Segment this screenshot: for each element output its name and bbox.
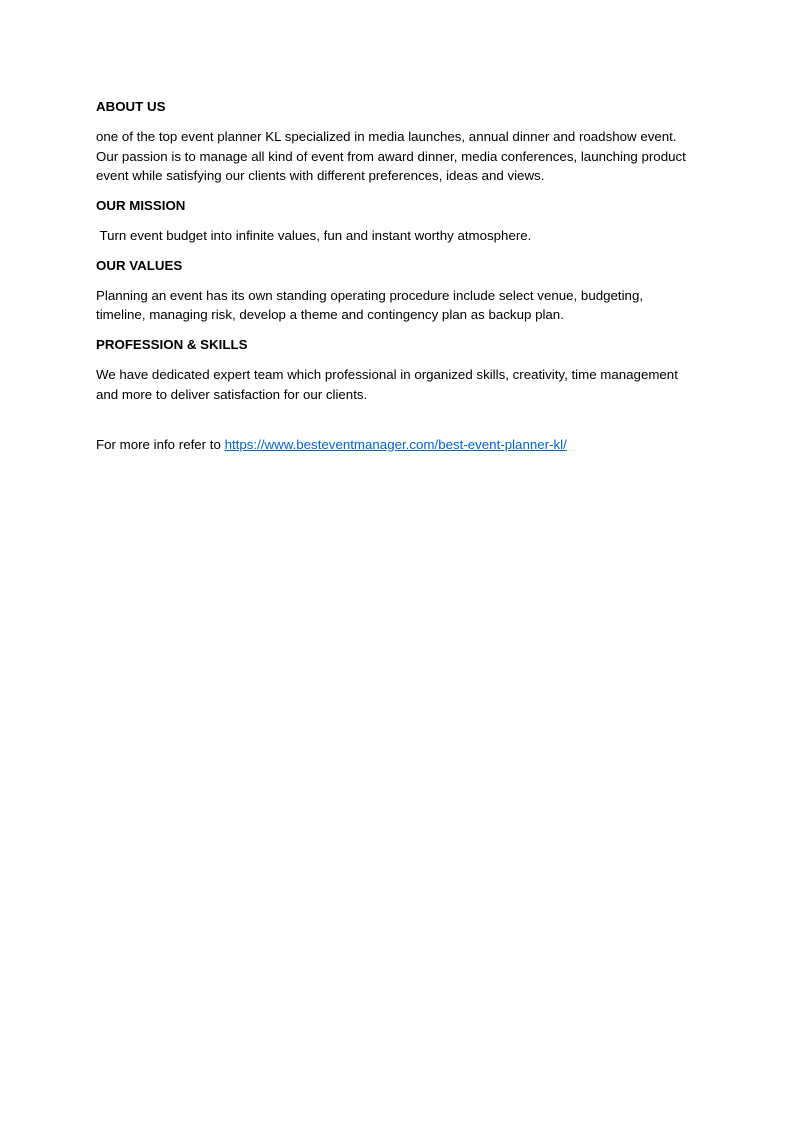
about-us-line-3: event while satisfying our clients with different preferences, ideas and views. [96,168,545,184]
our-values-paragraph [96,286,706,326]
section-heading-about-us: ABOUT US [96,99,166,114]
profession-skills-line-1: We have dedicated expert team which professional in organized skills, creativity, time management [96,366,678,382]
section-heading-our-values: OUR VALUES [96,257,183,273]
section-heading-our-mission: OUR MISSION [96,198,186,214]
section-heading-profession-skills: PROFESSION & SKILLS [96,337,248,353]
our-mission-paragraph [96,226,706,246]
about-us-line-2: Our passion is to manage all kind of event from award dinner, media conferences, launching product [96,148,686,164]
our-mission-line-1: Turn event budget into infinite values, fun and instant worthy atmosphere. [96,227,532,243]
blank-line [96,415,706,435]
our-values-line-2: timeline, managing risk, develop a theme and contingency plan as backup plan. [96,307,564,323]
more-info-prefix: For more info refer to [96,436,225,452]
about-us-paragraph [96,127,706,186]
profession-skills-paragraph [96,365,706,405]
more-info-line [96,435,706,455]
about-us-line-1: one of the top event planner KL specialized in media launches, annual dinner and roadshow event. [96,128,677,144]
website-link[interactable]: https://www.besteventmanager.com/best-event-planner-kl/ [224,436,567,452]
our-values-line-1: Planning an event has its own standing operating procedure include select venue, budgeting, [96,287,644,303]
document-page [96,97,706,464]
profession-skills-line-2: and more to deliver satisfaction for our clients. [96,386,368,402]
